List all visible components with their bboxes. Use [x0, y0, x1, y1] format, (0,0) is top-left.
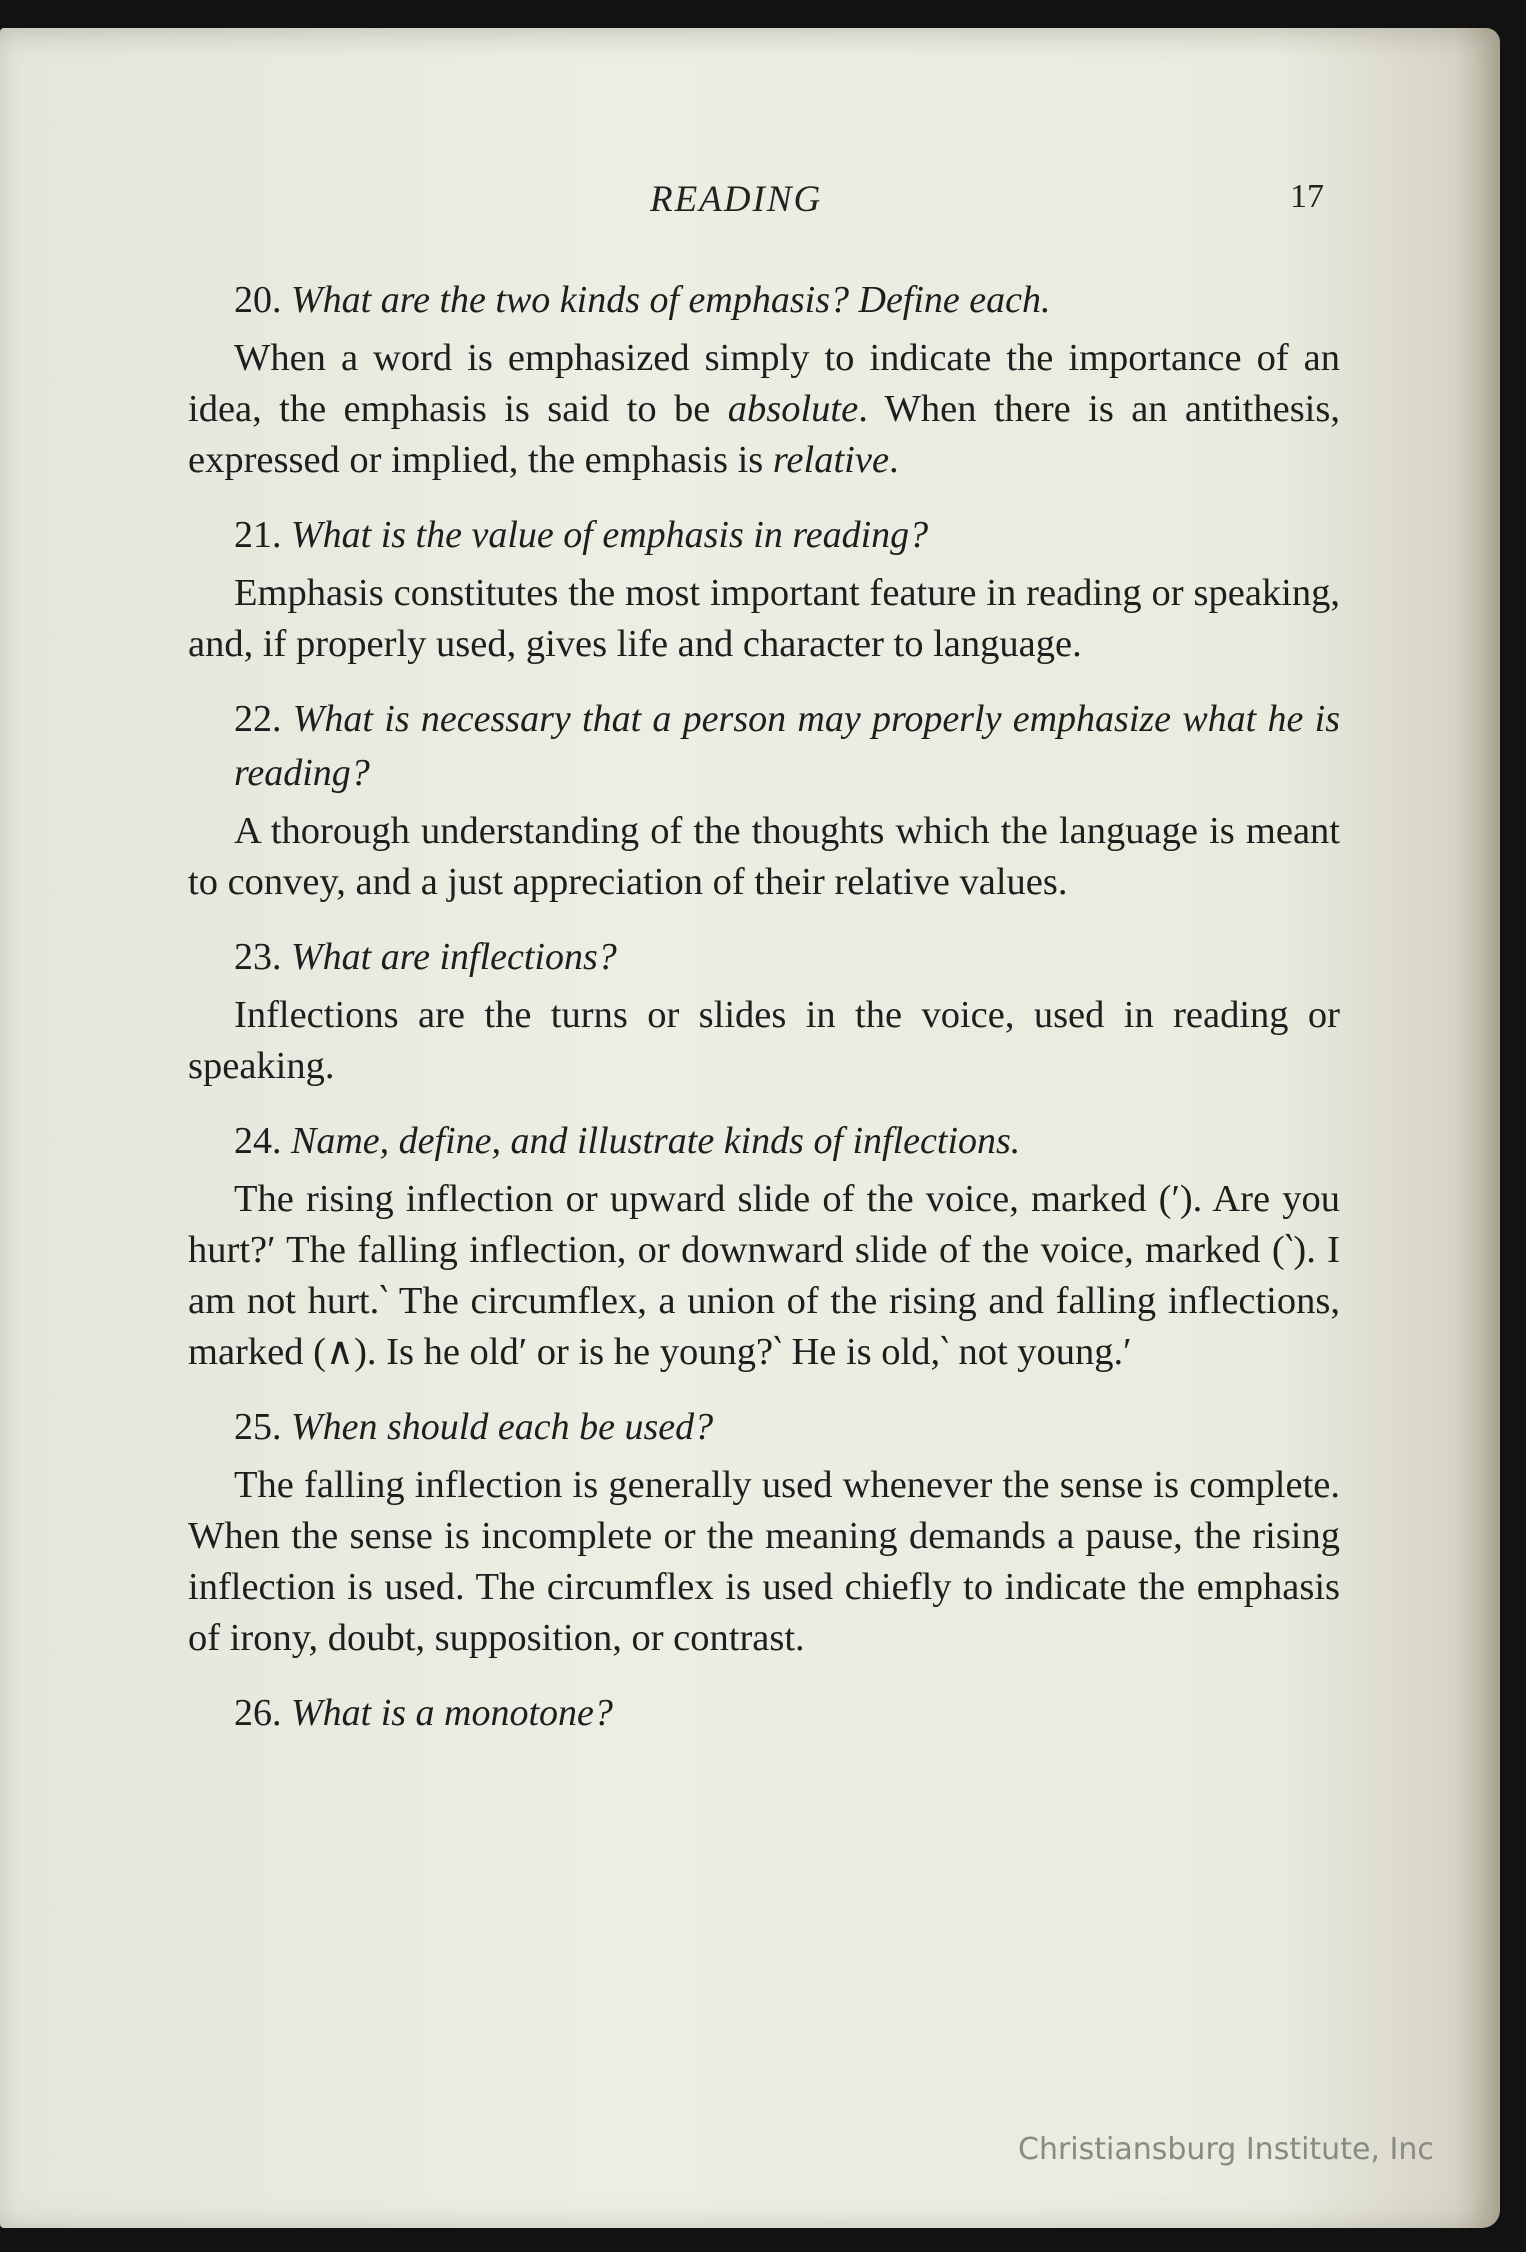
question-number: 21. [234, 514, 282, 556]
question-20 [188, 273, 1340, 327]
answer-22: A thorough understanding of the thoughts which the language is meant to convey, and a just appreciation of their relative values. [188, 810, 1340, 903]
question-23 [188, 930, 1340, 984]
question-24 [188, 1114, 1340, 1168]
question-26 [188, 1686, 1340, 1740]
question-text: What is a monotone? [291, 1692, 613, 1734]
page-body [188, 273, 1340, 1746]
question-number: 25. [234, 1406, 282, 1448]
question-text: What are the two kinds of emphasis? Define each. [291, 279, 1051, 321]
question-number: 20. [234, 279, 282, 321]
question-text: What is the value of emphasis in reading? [291, 514, 929, 556]
answer-20: When a word is emphasized simply to indicate the importance of an idea, the emphasis is said to be absolute. When there is an antithesis, expressed or implied, the emphasis is relative. [188, 337, 1340, 481]
question-number: 24. [234, 1120, 282, 1162]
question-number: 22. [234, 698, 282, 740]
question-number: 26. [234, 1692, 282, 1734]
running-head: READING [650, 179, 823, 220]
answer-23: Inflections are the turns or slides in the voice, used in reading or speaking. [188, 994, 1340, 1087]
question-text: Name, define, and illustrate kinds of inflections. [291, 1120, 1021, 1162]
question-text: What are inflections? [291, 936, 617, 978]
answer-21: Emphasis constitutes the most important feature in reading or speaking, and, if properly used, gives life and character to language. [188, 572, 1340, 665]
watermark: Christiansburg Institute, Inc [1018, 2132, 1434, 2167]
emphasis-relative: relative [772, 439, 890, 481]
page-header [0, 178, 1500, 238]
page-number: 17 [1290, 178, 1324, 215]
question-text: When should each be used? [291, 1406, 714, 1448]
question-25 [188, 1400, 1340, 1454]
question-number: 23. [234, 936, 282, 978]
emphasis-absolute: absolute [727, 388, 859, 430]
question-21 [188, 508, 1340, 562]
book-page [0, 28, 1500, 2228]
answer-24: The rising inflection or upward slide of the voice, marked (′). Are you hurt?′ The falling inflection, or downward slide of the voice, marked (‵). I am not hurt.‵ The circumflex, a union of the rising and falling inflections, marked (∧). Is he old′ or is he young?‵ He is old,‵ not young.′ [188, 1178, 1340, 1373]
question-text: What is necessary that a person may properly emphasize what he is reading? [234, 698, 1340, 794]
answer-25: The falling inflection is generally used whenever the sense is complete. When the sense is incomplete or the meaning demands a pause, the rising inflection is used. The circumflex is used chiefly to indicate the emphasis of irony, doubt, supposition, or contrast. [188, 1464, 1340, 1659]
question-22 [188, 692, 1340, 800]
